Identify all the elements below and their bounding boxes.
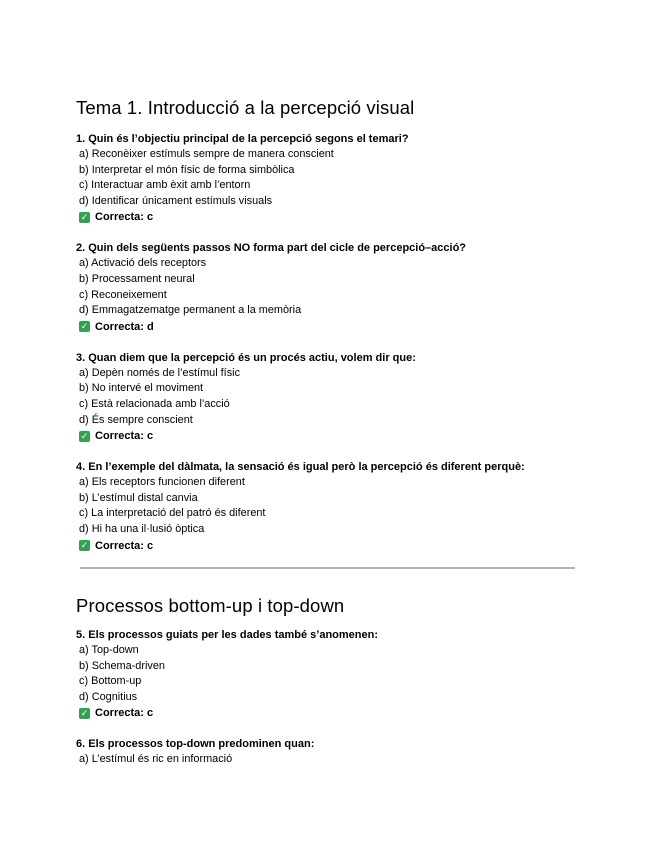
question-3 <box>76 351 576 444</box>
question-text: 2. Quin dels següents passos NO forma part del cicle de percepció–acció? <box>76 242 467 255</box>
section-title: Processos bottom-up i top-down <box>76 595 345 616</box>
answer-text: Correcta: c <box>95 707 154 720</box>
question-text: 3. Quan diem que la percepció és un procés actiu, volem dir que: <box>76 351 416 364</box>
answer-text: Correcta: c <box>95 211 154 224</box>
section-bottom-up-top-down <box>76 595 576 784</box>
option-d: d) Hi ha una il·lusió òptica <box>79 522 205 535</box>
check-mark-icon: ✓ <box>80 321 89 332</box>
option-b: b) Interpretar el món físic de forma simbòlica <box>79 163 295 176</box>
option-a: a) L’estímul és ric en informació <box>79 753 233 766</box>
question-text: 4. En l’exemple del dàlmata, la sensació és igual però la percepció és diferent perquè: <box>76 461 525 474</box>
option-list <box>76 256 576 318</box>
section-title: Tema 1. Introducció a la percepció visual <box>76 97 415 118</box>
option-a: a) Els receptors funcionen diferent <box>79 476 245 489</box>
option-b: b) Processament neural <box>79 272 195 285</box>
option-c: c) Reconeixement <box>79 288 167 301</box>
option-d: d) Cognitius <box>79 690 138 703</box>
option-c: c) Està relacionada amb l’acció <box>79 397 230 410</box>
option-c: c) Bottom-up <box>79 675 142 688</box>
question-1 <box>76 132 576 225</box>
correct-answer <box>76 538 576 554</box>
option-list <box>76 147 576 209</box>
question-4 <box>76 460 576 553</box>
option-c: c) Interactuar amb èxit amb l’entorn <box>79 179 251 192</box>
question-5 <box>76 628 576 721</box>
option-list <box>76 366 576 428</box>
option-list <box>76 643 576 705</box>
question-text: 5. Els processos guiats per les dades també s’anomenen: <box>76 629 379 641</box>
question-6 <box>76 737 576 768</box>
option-b: b) Schema-driven <box>79 659 165 672</box>
correct-answer <box>76 705 576 721</box>
option-b: b) L’estímul distal canvia <box>79 491 198 504</box>
check-mark-icon: ✓ <box>80 211 89 222</box>
option-a: a) Depèn només de l’estímul físic <box>79 366 241 379</box>
option-a: a) Reconèixer estímuls sempre de manera conscient <box>79 148 334 160</box>
option-d: d) Identificar únicament estímuls visuals <box>79 194 273 207</box>
option-a: a) Activació dels receptors <box>79 257 207 270</box>
question-2 <box>76 241 576 334</box>
option-b: b) No intervé el moviment <box>79 382 204 395</box>
correct-answer <box>76 319 576 335</box>
correct-answer <box>76 428 576 444</box>
answer-text: Correcta: c <box>95 430 154 443</box>
option-d: d) És sempre conscient <box>79 413 193 426</box>
section-divider <box>80 567 575 569</box>
check-mark-icon: ✓ <box>80 540 89 550</box>
question-text: 1. Quin és l’objectiu principal de la percepció segons el temari? <box>76 133 409 145</box>
answer-text: Correcta: c <box>95 539 154 552</box>
check-mark-icon: ✓ <box>80 707 89 718</box>
option-c: c) La interpretació del patró és diferent <box>79 507 266 520</box>
option-a: a) Top-down <box>79 644 139 656</box>
option-list <box>76 475 576 537</box>
question-text: 6. Els processos top-down predominen quan: <box>76 738 315 751</box>
answer-text: Correcta: d <box>95 320 154 333</box>
section-introduccio <box>76 97 576 570</box>
check-mark-icon: ✓ <box>80 430 89 441</box>
correct-answer <box>76 209 576 225</box>
option-d: d) Emmagatzematge permanent a la memòria <box>79 304 302 317</box>
option-list <box>76 752 576 768</box>
